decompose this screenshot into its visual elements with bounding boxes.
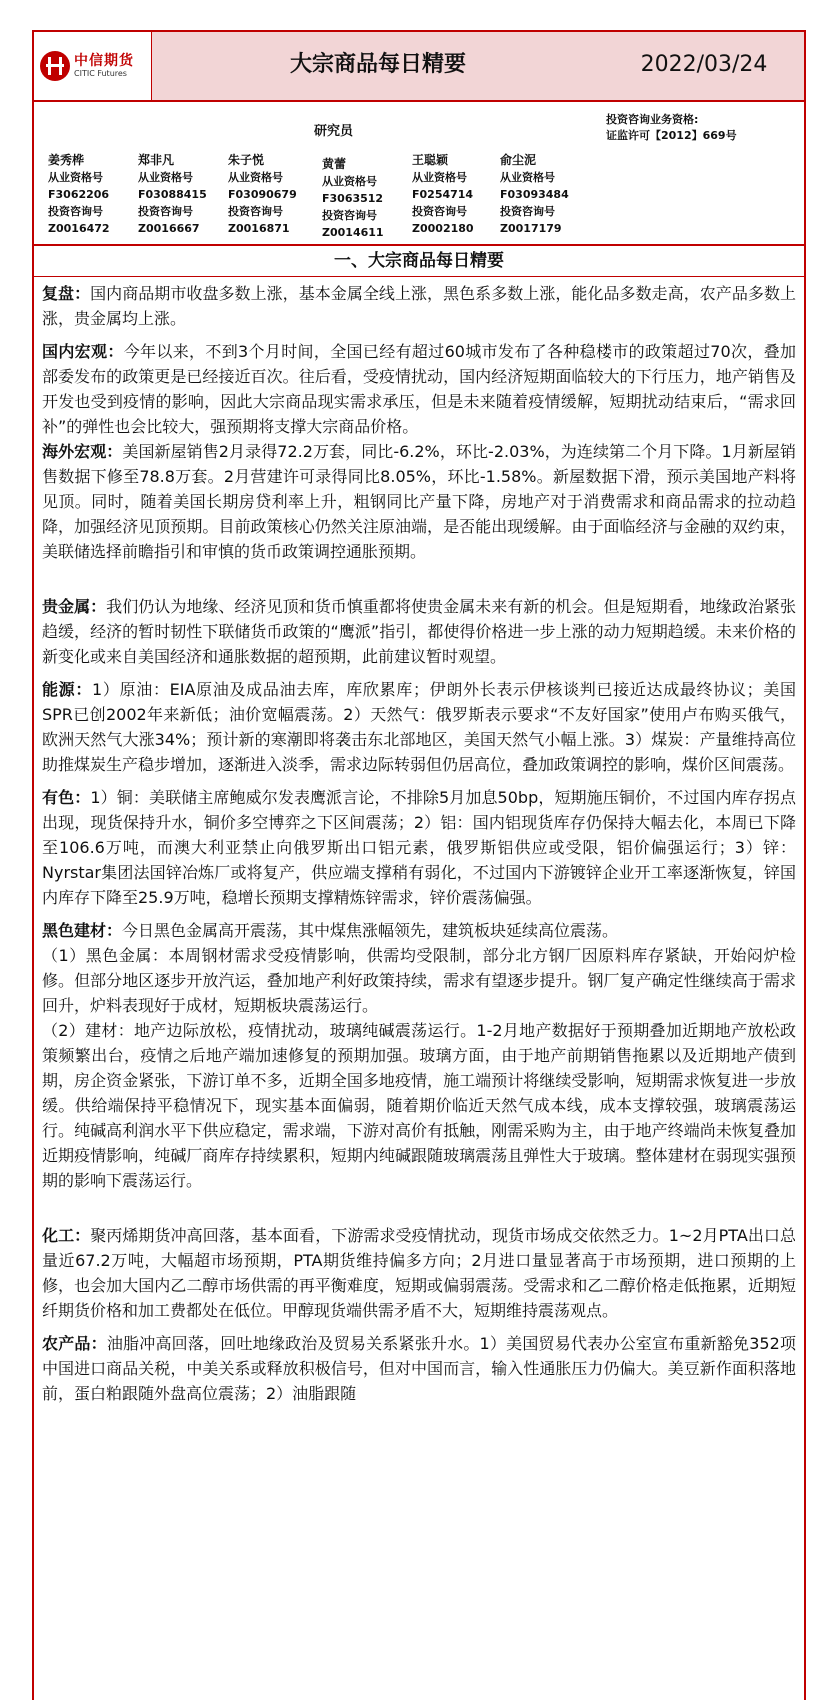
cert-number: F03090679 [228, 188, 297, 201]
researcher-5 [412, 152, 474, 237]
report-title: 大宗商品每日精要 [289, 52, 466, 77]
report-content [34, 277, 804, 1406]
paragraph-text: 油脂冲高回落，回吐地缘政治及贸易关系紧张升水。1）美国贸易代表办公室宣布重新豁免352项中国进口商品关税，中美关系或释放积极信号，但对中国而言，输入性通胀压力仍偏大。美豆新作面积落地前，蛋白粕跟随外盘高位震荡；2）油脂跟随 [42, 1334, 796, 1403]
paragraph-agriculture [42, 1331, 796, 1406]
logo-cn-text: 中信期货 [74, 53, 134, 69]
paragraph-label: 化工： [42, 1226, 91, 1245]
cert-label: 从业资格号 [500, 171, 555, 184]
cert-number: F3062206 [48, 188, 110, 201]
citic-logo-icon [40, 51, 70, 81]
advice-number: Z0016871 [228, 222, 290, 235]
paragraph-text: 我们仍认为地缘、经济见顶和货币慎重都将使贵金属未来有新的机会。但是短期看，地缘政治紧张趋缓，经济的暂时韧性下联储货币政策的“鹰派”指引，都使得价格进一步上涨的动力短期趋缓。未来价格的新变化或来自美国经济和通胀数据的超预期，此前建议暂时观望。 [42, 597, 796, 666]
cert-label: 从业资格号 [322, 175, 377, 188]
researcher-6 [500, 152, 569, 237]
researcher-name: 黄蕾 [322, 157, 347, 171]
paragraph-energy [42, 677, 796, 777]
advice-number: Z0002180 [412, 222, 474, 235]
report-date: 2022/03/24 [640, 52, 768, 77]
paragraph-building-materials [42, 1018, 796, 1193]
advice-label: 投资咨询号 [228, 205, 283, 218]
researcher-name: 姜秀桦 [48, 153, 85, 167]
advice-label: 投资咨询号 [138, 205, 193, 218]
paragraph-label: 农产品： [42, 1334, 107, 1353]
paragraph-ferrous-metals [42, 943, 796, 1018]
paragraph-text: 国内商品期市收盘多数上涨，基本金属全线上涨，黑色系多数上涨，能化品多数走高，农产品多数上涨，贵金属均上涨。 [42, 284, 796, 328]
advice-label: 投资咨询号 [48, 205, 103, 218]
paragraph-label: 贵金属： [42, 597, 107, 616]
paragraph-text: 今年以来，不到3个月时间，全国已经有超过60城市发布了各种稳楼市的政策超过70次，叠加部委发布的政策更是已经接近百次。往后看，受疫情扰动，国内经济短期面临较大的下行压力，地产销售及开发也受到疫情的影响，因此大宗商品现实需求承压，但是未来随着疫情缓解，短期扰动结束后，“需求回补”的弹性也会比较大，强预期将支撑大宗商品价格。 [42, 342, 796, 436]
section-title: 一、大宗商品每日精要 [34, 246, 804, 277]
cert-label: 从业资格号 [138, 171, 193, 184]
paragraph-nonferrous [42, 785, 796, 910]
cert-label: 从业资格号 [412, 171, 467, 184]
advice-number: Z0016472 [48, 222, 110, 235]
cert-number: F0254714 [412, 188, 474, 201]
researcher-name: 俞尘泥 [500, 153, 537, 167]
license-line-2: 证监许可【2012】669号 [606, 129, 737, 142]
researchers-block [34, 102, 804, 246]
paragraph-text: （2）建材：地产边际放松，疫情扰动，玻璃纯碱震荡运行。1-2月地产数据好于预期叠加近期地产放松政策频繁出台，疫情之后地产端加速修复的预期加强。玻璃方面，由于地产前期销售拖累以及近期地产债到期，房企资金紧张，下游订单不多，近期全国多地疫情，施工端预计将继续受影响，短期需求恢复进一步放缓。供给端保持平稳情况下，现实基本面偏弱，随着期价临近天然气成本线，成本支撑较强，玻璃震荡运行。纯碱高利润水平下供应稳定，需求端，下游对高价有抵触，刚需采购为主，由于地产终端尚未恢复叠加近期疫情影响，纯碱厂商库存持续累积，短期内纯碱跟随玻璃震荡且弹性大于玻璃。整体建材在弱现实强预期的影响下震荡运行。 [42, 1021, 796, 1190]
advice-label: 投资咨询号 [322, 209, 377, 222]
cert-number: F3063512 [322, 192, 384, 205]
researcher-1 [48, 152, 110, 237]
license-info [606, 112, 737, 144]
paragraph-text: 聚丙烯期货冲高回落，基本面看，下游需求受疫情扰动，现货市场成交依然乏力。1~2月PTA出口总量近67.2万吨，大幅超市场预期，PTA期货维持偏多方向；2月进口量显著高于市场预期，进口预期的上修，也会加大国内乙二醇市场供需的再平衡难度，短期或偏弱震荡。受需求和乙二醇价格走低拖累，近期短纤期货价格和加工费都处在低位。甲醇现货端供需矛盾不大，短期维持震荡观点。 [42, 1226, 796, 1320]
advice-label: 投资咨询号 [500, 205, 555, 218]
paragraph-label: 海外宏观： [42, 442, 123, 461]
paragraph-precious-metals [42, 594, 796, 669]
report-header [34, 32, 804, 102]
cert-label: 从业资格号 [48, 171, 103, 184]
researcher-3 [228, 152, 297, 237]
researcher-2 [138, 152, 207, 237]
paragraph-label: 国内宏观： [42, 342, 124, 361]
spacer [42, 572, 796, 594]
paragraph-overseas-macro [42, 439, 796, 564]
advice-label: 投资咨询号 [412, 205, 467, 218]
cert-number: F03088415 [138, 188, 207, 201]
spacer [42, 1201, 796, 1223]
paragraph-text: 美国新屋销售2月录得72.2万套，同比-6.2%，环比-2.03%，为连续第二个月下降。1月新屋销售数据下修至78.8万套。2月营建许可录得同比8.05%，环比-1.58%。新屋数据下滑，预示美国地产料将见顶。同时，随着美国长期房贷利率上升，粗钢同比产量下降，房地产对于消费需求和商品需求的拉动趋降，加强经济见顶预期。目前政策核心仍然关注原油端，是否能出现缓解。由于面临经济与金融的双约束，美联储选择前瞻指引和审慎的货币政策调控通胀预期。 [42, 442, 796, 561]
advice-number: Z0014611 [322, 226, 384, 239]
paragraph-text: （1）黑色金属：本周钢材需求受疫情影响，供需均受限制，部分北方钢厂因原料库存紧缺，开始闷炉检修。但部分地区逐步开放汽运，叠加地产利好政策持续，需求有望逐步提升。钢厂复产确定性继续高于需求回升，炉料表现好于成材，短期板块震荡运行。 [42, 946, 796, 1015]
researcher-name: 郑非凡 [138, 153, 175, 167]
logo-en-text: CITIC Futures [74, 69, 127, 78]
advice-number: Z0017179 [500, 222, 562, 235]
cert-label: 从业资格号 [228, 171, 283, 184]
paragraph-label: 能源： [42, 680, 93, 699]
researchers-title: 研究员 [314, 124, 354, 139]
paragraph-text: 1）原油：EIA原油及成品油去库，库欣累库；伊朗外长表示伊核谈判已接近达成最终协议；美国SPR已创2002年来新低；油价宽幅震荡。2）天然气：俄罗斯表示要求“不友好国家”使用卢布购买俄气，欧洲天然气大涨34%；预计新的寒潮即将袭击东北部地区，美国天然气小幅上涨。3）煤炭：产量维持高位助推煤炭生产稳步增加，逐渐进入淡季，需求边际转弱但仍居高位，叠加政策调控的影响，煤价区间震荡。 [42, 680, 796, 774]
paragraph-label: 黑色建材： [42, 921, 123, 940]
logo [34, 32, 152, 100]
paragraph-text: 今日黑色金属高开震荡，其中煤焦涨幅领先，建筑板块延续高位震荡。 [122, 921, 619, 940]
researcher-name: 朱子悦 [228, 153, 265, 167]
paragraph-label: 复盘： [42, 284, 91, 303]
paragraph-domestic-macro [42, 339, 796, 439]
license-line-1: 投资咨询业务资格: [606, 113, 699, 126]
paragraph-text: 1）铜：美联储主席鲍威尔发表鹰派言论，不排除5月加息50bp，短期施压铜价，不过国内库存拐点出现，现货保持升水，铜价多空博弈之下区间震荡；2）铝：国内铝现货库存仍保持大幅去化，本周已下降至106.6万吨，而澳大利亚禁止向俄罗斯出口铝元素，俄罗斯铝供应或受限，铝价偏强运行；3）锌：Nyrstar集团法国锌冶炼厂或将复产，供应端支撑稍有弱化，不过国内下游镀锌企业开工率逐渐恢复，锌国内库存下降至25.9万吨，稳增长预期支撑精炼锌需求，锌价震荡偏强。 [42, 788, 796, 907]
paragraph-ferrous [42, 918, 796, 943]
researcher-4 [322, 156, 384, 241]
cert-number: F03093484 [500, 188, 569, 201]
paragraph-fupan [42, 281, 796, 331]
paragraph-chemicals [42, 1223, 796, 1323]
researcher-name: 王聪颖 [412, 153, 449, 167]
advice-number: Z0016667 [138, 222, 200, 235]
paragraph-label: 有色： [42, 788, 91, 807]
report-frame [32, 30, 806, 1700]
